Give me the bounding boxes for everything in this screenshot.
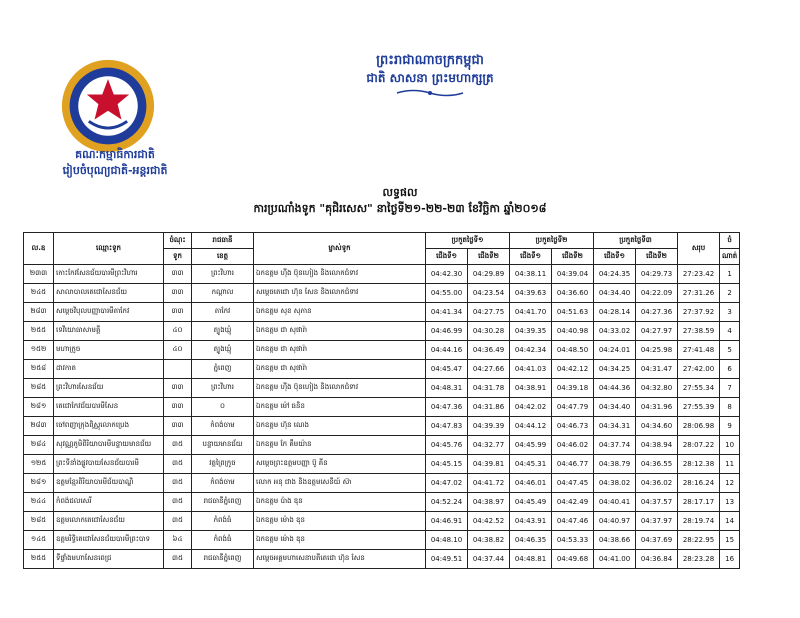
cell-paddlers: ៣៥ bbox=[164, 474, 192, 493]
cell-boat-name: ទេវីយោធាសាមគ្គី bbox=[54, 322, 164, 341]
cell-day2-race2: 04:40.98 bbox=[552, 322, 594, 341]
cell-rank: 10 bbox=[720, 436, 740, 455]
cell-day2-race2: 04:47.79 bbox=[552, 398, 594, 417]
col-day3-header: ប្រកួតថ្ងៃទី៣ bbox=[594, 233, 678, 249]
cell-owner: ឯកឧត្តម ប៉ាង ឌុន bbox=[254, 493, 426, 512]
cell-number: ២៨៥ bbox=[24, 379, 54, 398]
cell-total-time: 28:23.28 bbox=[678, 550, 720, 569]
cell-total-time: 28:17.17 bbox=[678, 493, 720, 512]
cell-day2-race2: 04:39.18 bbox=[552, 379, 594, 398]
cell-rank: 4 bbox=[720, 322, 740, 341]
cell-rank: 2 bbox=[720, 284, 740, 303]
cell-day2-race2: 04:46.77 bbox=[552, 455, 594, 474]
col-rank-subheader: ណាត់ bbox=[720, 249, 740, 265]
table-row bbox=[24, 379, 740, 398]
table-row bbox=[24, 284, 740, 303]
cell-boat-name: ចៅពញាក្រុងពិស្ណុលោកប្រេង bbox=[54, 417, 164, 436]
cell-boat-name: ទីផ្ទាំងមហាសែនពេជ្រ bbox=[54, 550, 164, 569]
cell-province: ០ bbox=[192, 398, 254, 417]
cell-day3-race1: 04:24.35 bbox=[594, 265, 636, 284]
cell-owner: ឯកឧត្តម ហ៊ុន ណេង bbox=[254, 417, 426, 436]
cell-day2-race1: 04:43.91 bbox=[510, 512, 552, 531]
table-row bbox=[24, 398, 740, 417]
cell-rank: 3 bbox=[720, 303, 740, 322]
cell-day1-race1: 04:48.31 bbox=[426, 379, 468, 398]
col-day1-race1-header: ជើងទី១ bbox=[426, 249, 468, 265]
cell-owner: ឯកឧត្តម សុខ សុភាន bbox=[254, 303, 426, 322]
table-row bbox=[24, 322, 740, 341]
cell-province: កំពង់ចាម bbox=[192, 417, 254, 436]
kingdom-title: ព្រះរាជាណាចក្រកម្ពុជា bbox=[376, 53, 484, 68]
cell-day3-race1: 04:33.02 bbox=[594, 322, 636, 341]
cell-day1-race1: 04:41.34 bbox=[426, 303, 468, 322]
cell-day2-race2: 04:42.49 bbox=[552, 493, 594, 512]
col-rank-header: ចំ bbox=[720, 233, 740, 249]
cell-boat-name: កោះកែវសែនជ័យបារមីព្រះវិហារ bbox=[54, 265, 164, 284]
cell-province: កំពង់ចាម bbox=[192, 474, 254, 493]
cell-day2-race2: 04:36.60 bbox=[552, 284, 594, 303]
cell-number: ២៥៥ bbox=[24, 550, 54, 569]
cell-boat-name: ដាវកាត bbox=[54, 360, 164, 379]
cell-day1-race1: 04:45.15 bbox=[426, 455, 468, 474]
cell-paddlers: ៤០ bbox=[164, 341, 192, 360]
cell-day1-race1: 04:45.47 bbox=[426, 360, 468, 379]
cell-day1-race1: 04:47.02 bbox=[426, 474, 468, 493]
table-row bbox=[24, 512, 740, 531]
cell-rank: 14 bbox=[720, 512, 740, 531]
cell-boat-name: កំពង់ជលសេរី bbox=[54, 493, 164, 512]
cell-paddlers: ៦៤ bbox=[164, 531, 192, 550]
cell-day2-race1: 04:39.35 bbox=[510, 322, 552, 341]
cell-day1-race2: 04:39.39 bbox=[468, 417, 510, 436]
cell-day3-race1: 04:24.01 bbox=[594, 341, 636, 360]
col-owner-header: ម្ចាស់ទូក bbox=[254, 233, 426, 265]
cell-province: កណ្ដាល bbox=[192, 284, 254, 303]
col-paddlers-header: ចំណុះ bbox=[164, 233, 192, 249]
cell-rank: 8 bbox=[720, 398, 740, 417]
cell-day2-race1: 04:45.49 bbox=[510, 493, 552, 512]
cell-province: រាជធានីភ្នំពេញ bbox=[192, 550, 254, 569]
cell-day2-race1: 04:48.81 bbox=[510, 550, 552, 569]
table-row bbox=[24, 493, 740, 512]
cell-number: ២៨៥ bbox=[24, 512, 54, 531]
cell-paddlers: ៣៣ bbox=[164, 398, 192, 417]
cell-owner: ឯកឧត្តម ហ៊ីង ប៊ុនហៀង និងលោកជំទាវ bbox=[254, 265, 426, 284]
cell-total-time: 27:55.39 bbox=[678, 398, 720, 417]
cell-day2-race1: 04:45.99 bbox=[510, 436, 552, 455]
cell-owner: ឯកឧត្តម ម៉ៅ ធនិន bbox=[254, 398, 426, 417]
cell-day2-race1: 04:41.70 bbox=[510, 303, 552, 322]
cell-day2-race2: 04:49.68 bbox=[552, 550, 594, 569]
cell-day2-race2: 04:47.45 bbox=[552, 474, 594, 493]
cell-day2-race2: 04:39.04 bbox=[552, 265, 594, 284]
cell-number: ២៤៥ bbox=[24, 284, 54, 303]
cell-number: ២៨៤ bbox=[24, 436, 54, 455]
cell-owner: ឯកឧត្តម ជា សុផារ៉ា bbox=[254, 341, 426, 360]
col-total-header: សរុប bbox=[678, 233, 720, 265]
header-row-1 bbox=[24, 233, 740, 249]
cell-province: តាកែវ bbox=[192, 303, 254, 322]
col-day2-race1-header: ជើងទី១ bbox=[510, 249, 552, 265]
cell-rank: 7 bbox=[720, 379, 740, 398]
cell-day1-race2: 04:31.86 bbox=[468, 398, 510, 417]
cell-paddlers: ៣៣ bbox=[164, 379, 192, 398]
cell-boat-name: ព្រះវិហារសែនជ័យ bbox=[54, 379, 164, 398]
cell-rank: 9 bbox=[720, 417, 740, 436]
cell-day3-race1: 04:34.40 bbox=[594, 284, 636, 303]
cell-number: ២៨១ bbox=[24, 398, 54, 417]
table-row bbox=[24, 531, 740, 550]
cell-total-time: 27:38.59 bbox=[678, 322, 720, 341]
table-row bbox=[24, 436, 740, 455]
cell-total-time: 27:37.92 bbox=[678, 303, 720, 322]
cell-total-time: 28:22.95 bbox=[678, 531, 720, 550]
cell-day1-race1: 04:49.51 bbox=[426, 550, 468, 569]
cell-rank: 15 bbox=[720, 531, 740, 550]
cell-number: ២៥៥ bbox=[24, 322, 54, 341]
cell-day2-race2: 04:53.33 bbox=[552, 531, 594, 550]
cell-day3-race2: 04:25.98 bbox=[636, 341, 678, 360]
cell-province: ភ្នំពេញ bbox=[192, 360, 254, 379]
table-row bbox=[24, 341, 740, 360]
cell-day2-race2: 04:42.12 bbox=[552, 360, 594, 379]
cell-day3-race1: 04:28.14 bbox=[594, 303, 636, 322]
col-boat-header: ឈ្មោះទូក bbox=[54, 233, 164, 265]
cell-day1-race1: 04:42.30 bbox=[426, 265, 468, 284]
cell-day1-race1: 04:47.83 bbox=[426, 417, 468, 436]
cell-day2-race2: 04:48.50 bbox=[552, 341, 594, 360]
cell-day1-race2: 04:31.78 bbox=[468, 379, 510, 398]
cell-day3-race2: 04:37.69 bbox=[636, 531, 678, 550]
cell-day3-race2: 04:22.09 bbox=[636, 284, 678, 303]
cell-paddlers: ៣៣ bbox=[164, 417, 192, 436]
cell-boat-name: ព្រះទីនាំងផ្លូវបាយសែនជ័យបារមី bbox=[54, 455, 164, 474]
cell-day2-race1: 04:46.35 bbox=[510, 531, 552, 550]
national-motto: ជាតិ សាសនា ព្រះមហាក្សត្រ bbox=[366, 71, 494, 85]
cell-day3-race2: 04:29.73 bbox=[636, 265, 678, 284]
cell-day3-race1: 04:34.40 bbox=[594, 398, 636, 417]
cell-paddlers: ៣៥ bbox=[164, 512, 192, 531]
cell-paddlers: ៣៥ bbox=[164, 550, 192, 569]
cell-owner: ឯកឧត្តម ម៉ោង ឌុន bbox=[254, 531, 426, 550]
cell-paddlers: ៣៥ bbox=[164, 493, 192, 512]
cell-rank: 11 bbox=[720, 455, 740, 474]
cell-paddlers: ៣៥ bbox=[164, 455, 192, 474]
cell-day3-race1: 04:40.97 bbox=[594, 512, 636, 531]
cell-day2-race2: 04:46.73 bbox=[552, 417, 594, 436]
cell-day1-race2: 04:38.97 bbox=[468, 493, 510, 512]
cell-total-time: 27:55.34 bbox=[678, 379, 720, 398]
cell-boat-name: មហាក្រូច bbox=[54, 341, 164, 360]
col-day2-header: ប្រកួតថ្ងៃទី២ bbox=[510, 233, 594, 249]
cell-paddlers: ៣៣ bbox=[164, 284, 192, 303]
cell-paddlers bbox=[164, 360, 192, 379]
cell-owner: ឯកឧត្តម ហ៊ីង ប៊ុនហៀង និងលោកជំទាវ bbox=[254, 379, 426, 398]
cell-day2-race2: 04:47.46 bbox=[552, 512, 594, 531]
cell-boat-name: សុវណ្ណភូមិពិរិយាបារមីបន្ទាយមានជ័យ bbox=[54, 436, 164, 455]
cell-number: ២៤៤ bbox=[24, 493, 54, 512]
cell-day3-race2: 04:32.80 bbox=[636, 379, 678, 398]
committee-logo bbox=[60, 58, 156, 154]
cell-day3-race1: 04:34.31 bbox=[594, 417, 636, 436]
cell-owner: ឯកឧត្តម កែ គឹមយ៉ាន bbox=[254, 436, 426, 455]
cell-paddlers: ៣៣ bbox=[164, 303, 192, 322]
cell-province: កំពង់ធំ bbox=[192, 531, 254, 550]
cell-number: ១២៥ bbox=[24, 455, 54, 474]
cell-province: ព្រះវិហារ bbox=[192, 265, 254, 284]
results-heading: លទ្ធផល bbox=[382, 186, 418, 199]
cell-total-time: 28:12.38 bbox=[678, 455, 720, 474]
cell-day3-race2: 04:34.60 bbox=[636, 417, 678, 436]
cell-day1-race2: 04:27.66 bbox=[468, 360, 510, 379]
col-province-header: រាជធានី bbox=[192, 233, 254, 249]
cell-number: ១៤៥ bbox=[24, 531, 54, 550]
cell-owner: ឯកឧត្តម ម៉ោង ឌុន bbox=[254, 512, 426, 531]
table-row bbox=[24, 265, 740, 284]
cell-day2-race1: 04:45.31 bbox=[510, 455, 552, 474]
cell-boat-name: ឧត្តមរិទ្ធិតេជោសែនជ័យបារមីព្រះបាទ bbox=[54, 531, 164, 550]
org-name-line2: រៀបចំបុណ្យជាតិ-អន្តរជាតិ bbox=[62, 164, 168, 177]
cell-province: ត្បូងឃ្មុំ bbox=[192, 322, 254, 341]
cell-day3-race2: 04:27.36 bbox=[636, 303, 678, 322]
cell-day1-race2: 04:42.52 bbox=[468, 512, 510, 531]
col-day3-race2-header: ជើងទី២ bbox=[636, 249, 678, 265]
cell-day2-race1: 04:42.34 bbox=[510, 341, 552, 360]
cell-day1-race2: 04:32.77 bbox=[468, 436, 510, 455]
cell-day3-race2: 04:38.94 bbox=[636, 436, 678, 455]
cell-day2-race1: 04:46.01 bbox=[510, 474, 552, 493]
cell-number: ២៨១ bbox=[24, 474, 54, 493]
cell-day3-race1: 04:41.00 bbox=[594, 550, 636, 569]
table-row bbox=[24, 550, 740, 569]
cell-day1-race1: 04:46.91 bbox=[426, 512, 468, 531]
cell-total-time: 27:42.00 bbox=[678, 360, 720, 379]
col-province-subheader: ខេត្ត bbox=[192, 249, 254, 265]
cell-boat-name: ឧត្តមលោកតេជោសែនជ័យ bbox=[54, 512, 164, 531]
cell-day2-race1: 04:38.91 bbox=[510, 379, 552, 398]
cell-day3-race1: 04:38.66 bbox=[594, 531, 636, 550]
cell-number: ២៥៨ bbox=[24, 360, 54, 379]
cell-day3-race1: 04:44.36 bbox=[594, 379, 636, 398]
col-day3-race1-header: ជើងទី១ bbox=[594, 249, 636, 265]
cell-day1-race2: 04:36.49 bbox=[468, 341, 510, 360]
cell-day3-race2: 04:36.84 bbox=[636, 550, 678, 569]
cell-day2-race1: 04:38.11 bbox=[510, 265, 552, 284]
cell-total-time: 27:41.48 bbox=[678, 341, 720, 360]
cell-day3-race2: 04:27.97 bbox=[636, 322, 678, 341]
cell-rank: 12 bbox=[720, 474, 740, 493]
cell-owner: ឯកឧត្តម ជា សុផារ៉ា bbox=[254, 322, 426, 341]
cell-day1-race2: 04:29.89 bbox=[468, 265, 510, 284]
cell-day3-race2: 04:36.55 bbox=[636, 455, 678, 474]
cell-day1-race2: 04:38.82 bbox=[468, 531, 510, 550]
cell-paddlers: ៣៥ bbox=[164, 436, 192, 455]
table-row bbox=[24, 303, 740, 322]
results-table-body bbox=[24, 265, 740, 569]
cell-day1-race2: 04:41.72 bbox=[468, 474, 510, 493]
cell-number: ២៣៣ bbox=[24, 265, 54, 284]
col-no-header: ល.ឧ bbox=[24, 233, 54, 265]
table-row bbox=[24, 455, 740, 474]
results-table bbox=[23, 232, 740, 569]
cell-day1-race1: 04:45.76 bbox=[426, 436, 468, 455]
cell-day3-race1: 04:38.02 bbox=[594, 474, 636, 493]
cell-paddlers: ៤០ bbox=[164, 322, 192, 341]
cell-day1-race2: 04:39.81 bbox=[468, 455, 510, 474]
cell-day1-race1: 04:46.99 bbox=[426, 322, 468, 341]
cell-day1-race1: 04:55.00 bbox=[426, 284, 468, 303]
cell-total-time: 28:19.74 bbox=[678, 512, 720, 531]
cell-owner: សម្ដេចអគ្គមហាសេនាបតីតេជោ ហ៊ុន សែន bbox=[254, 550, 426, 569]
cell-rank: 5 bbox=[720, 341, 740, 360]
cell-total-time: 27:23.42 bbox=[678, 265, 720, 284]
cell-day2-race1: 04:39.63 bbox=[510, 284, 552, 303]
org-name-line1: គណៈកម្មាធិការជាតិ bbox=[75, 148, 155, 161]
cell-rank: 13 bbox=[720, 493, 740, 512]
table-row bbox=[24, 474, 740, 493]
cell-province: វត្តព្រៃក្រូច bbox=[192, 455, 254, 474]
cell-number: ២៨៣ bbox=[24, 417, 54, 436]
cell-paddlers: ៣៣ bbox=[164, 265, 192, 284]
cell-total-time: 28:16.24 bbox=[678, 474, 720, 493]
cell-day3-race2: 04:37.57 bbox=[636, 493, 678, 512]
cell-day3-race2: 04:31.96 bbox=[636, 398, 678, 417]
cell-day2-race1: 04:44.12 bbox=[510, 417, 552, 436]
cell-total-time: 27:31.26 bbox=[678, 284, 720, 303]
col-day1-race2-header: ជើងទី២ bbox=[468, 249, 510, 265]
cell-day3-race1: 04:40.41 bbox=[594, 493, 636, 512]
cell-day2-race2: 04:46.02 bbox=[552, 436, 594, 455]
cell-number: ១៥២ bbox=[24, 341, 54, 360]
cell-owner: លោក អនុ ជាង និងឧត្ដមសេនីយ៍ ស៊ា bbox=[254, 474, 426, 493]
cell-day3-race1: 04:38.79 bbox=[594, 455, 636, 474]
results-subheading: ការប្រណាំងទូក "គុជិរសេស" នាថ្ងៃទី២១-២២-២៣ ខែវិច្ឆិកា ឆ្នាំ២០១៨ bbox=[253, 202, 547, 215]
col-paddlers-subheader: ទូក bbox=[164, 249, 192, 265]
cell-owner: សម្ដេចតេជោ ហ៊ុន សែន និងលោកជំទាវ bbox=[254, 284, 426, 303]
cell-boat-name: តេជោកែវជ័យបារមីសែន bbox=[54, 398, 164, 417]
table-row bbox=[24, 360, 740, 379]
cell-day1-race1: 04:44.16 bbox=[426, 341, 468, 360]
cell-boat-name: សម្ដេចវិបុលបញ្ញាបារមីតាកែវ bbox=[54, 303, 164, 322]
cell-owner: សម្ដេចព្រះឧត្តមបញ្ញា ប៊ូ គីន bbox=[254, 455, 426, 474]
cell-total-time: 28:06.98 bbox=[678, 417, 720, 436]
cell-day3-race1: 04:37.74 bbox=[594, 436, 636, 455]
cell-number: ២៨៣ bbox=[24, 303, 54, 322]
cell-owner: ឯកឧត្តម ជា សុផារ៉ា bbox=[254, 360, 426, 379]
col-day2-race2-header: ជើងទី២ bbox=[552, 249, 594, 265]
cell-province: ត្បូងឃ្មុំ bbox=[192, 341, 254, 360]
cell-day3-race2: 04:31.47 bbox=[636, 360, 678, 379]
cell-boat-name: ឧត្តមខ្មែរពិរិយាបារមីជ័យបាណ្ឌិ bbox=[54, 474, 164, 493]
cell-day2-race1: 04:41.03 bbox=[510, 360, 552, 379]
cell-rank: 1 bbox=[720, 265, 740, 284]
cell-day3-race1: 04:34.25 bbox=[594, 360, 636, 379]
cell-day2-race1: 04:42.02 bbox=[510, 398, 552, 417]
table-row bbox=[24, 417, 740, 436]
cell-province: រាជធានីភ្នំពេញ bbox=[192, 493, 254, 512]
cell-boat-name: សាលាបាលតេជោសែនជ័យ bbox=[54, 284, 164, 303]
cell-day3-race2: 04:37.97 bbox=[636, 512, 678, 531]
cell-day1-race1: 04:52.24 bbox=[426, 493, 468, 512]
cell-province: ព្រះវិហារ bbox=[192, 379, 254, 398]
cell-day1-race1: 04:48.10 bbox=[426, 531, 468, 550]
cell-day1-race1: 04:47.36 bbox=[426, 398, 468, 417]
cell-day1-race2: 04:27.75 bbox=[468, 303, 510, 322]
cell-day1-race2: 04:37.44 bbox=[468, 550, 510, 569]
cell-day1-race2: 04:23.54 bbox=[468, 284, 510, 303]
ornament-divider bbox=[395, 88, 465, 98]
cell-rank: 6 bbox=[720, 360, 740, 379]
cell-day2-race2: 04:51.63 bbox=[552, 303, 594, 322]
cell-province: បន្ទាយមានជ័យ bbox=[192, 436, 254, 455]
cell-day1-race2: 04:30.28 bbox=[468, 322, 510, 341]
cell-province: កំពង់ធំ bbox=[192, 512, 254, 531]
col-day1-header: ប្រកួតថ្ងៃទី១ bbox=[426, 233, 510, 249]
cell-rank: 16 bbox=[720, 550, 740, 569]
cell-total-time: 28:07.22 bbox=[678, 436, 720, 455]
cell-day3-race2: 04:36.02 bbox=[636, 474, 678, 493]
